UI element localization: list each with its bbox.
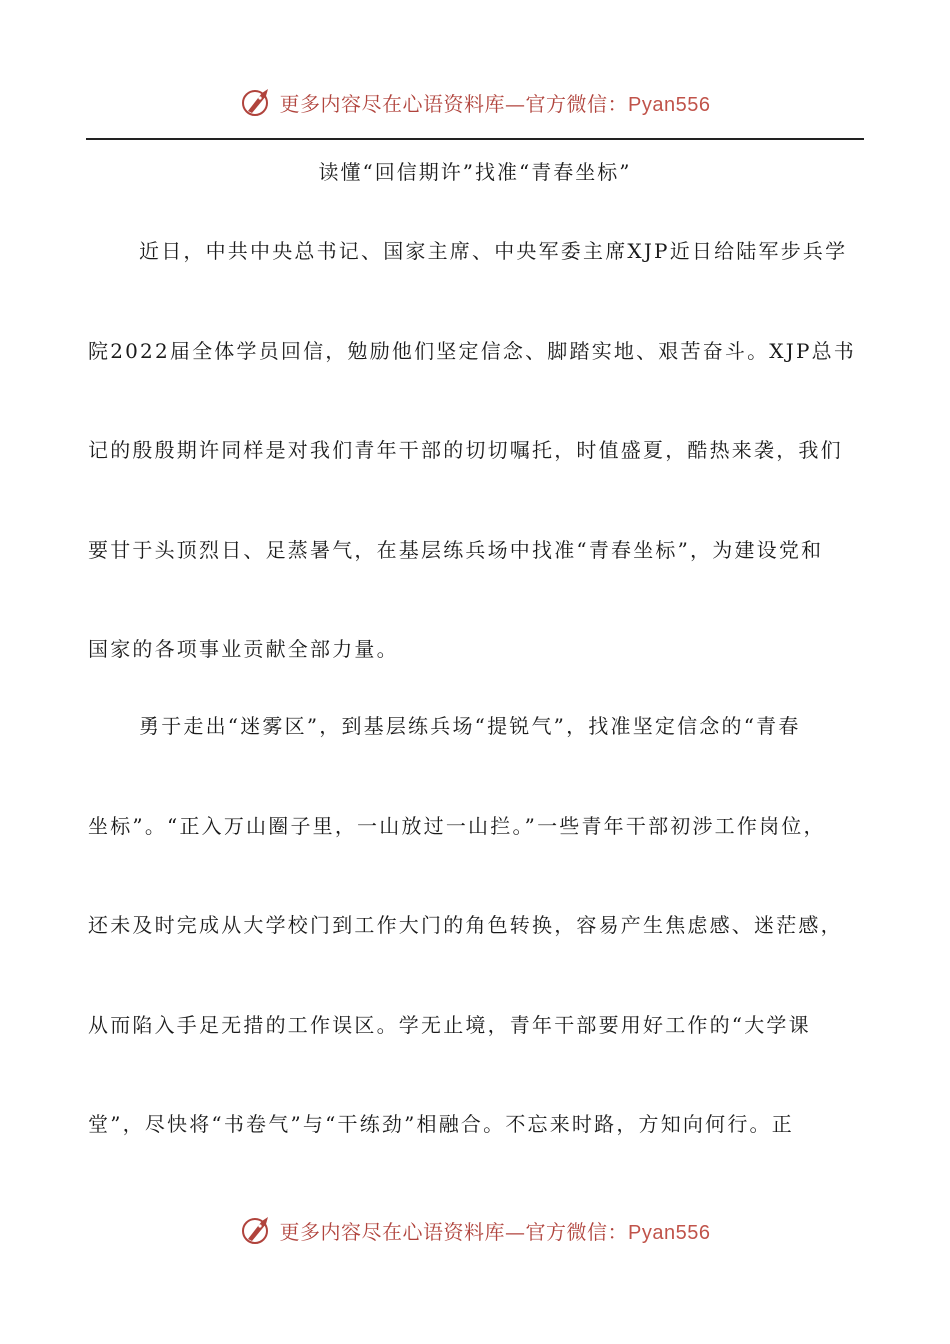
footer-wechat-label: 官方微信： [525,1219,629,1244]
header-slogan-group [280,88,711,117]
body-line-6: 勇于走出“迷雾区”，到基层练兵场“提锐气”，找准坚定信念的“青春 [139,714,801,738]
header-wechat-label: 官方微信： [525,91,629,116]
pen-nib-logo-icon [240,85,274,119]
footer-banner [0,1210,950,1250]
header-banner [0,82,950,122]
header-dash: — [505,91,526,116]
footer-slogan-group [280,1216,711,1245]
header-slogan: 更多内容尽在心语资料库 [279,91,506,116]
body-line-5: 国家的各项事业贡献全部力量。 [88,637,399,661]
footer-wechat-id: Pyan556 [628,1221,711,1244]
footer-dash: — [505,1219,526,1244]
body-line-1: 近日，中共中央总书记、国家主席、中央军委主席XJP近日给陆军步兵学 [139,239,848,263]
body-line-10: 堂”，尽快将“书卷气”与“干练劲”相融合。不忘来时路，方知向何行。正 [88,1112,794,1136]
body-line-4: 要甘于头顶烈日、足蒸暑气，在基层练兵场中找准“青春坐标”，为建设党和 [88,538,824,562]
header-wechat-id: Pyan556 [628,93,711,116]
body-line-8: 还未及时完成从大学校门到工作大门的角色转换，容易产生焦虑感、迷茫感， [88,913,843,937]
footer-slogan: 更多内容尽在心语资料库 [279,1219,506,1244]
body-line-2: 院2022届全体学员回信，勉励他们坚定信念、脚踏实地、艰苦奋斗。XJP总书 [88,339,857,363]
pen-nib-logo-icon [240,1213,274,1247]
body-line-7: 坐标”。“正入万山圈子里，一山放过一山拦。”一些青年干部初涉工作岗位， [88,814,826,838]
header-divider [86,138,864,140]
document-title: 读懂“回信期许”找准“青春坐标” [318,160,632,184]
body-line-3: 记的殷殷期许同样是对我们青年干部的切切嘱托，时值盛夏，酷热来袭，我们 [88,438,843,462]
body-line-9: 从而陷入手足无措的工作误区。学无止境，青年干部要用好工作的“大学课 [88,1013,811,1037]
